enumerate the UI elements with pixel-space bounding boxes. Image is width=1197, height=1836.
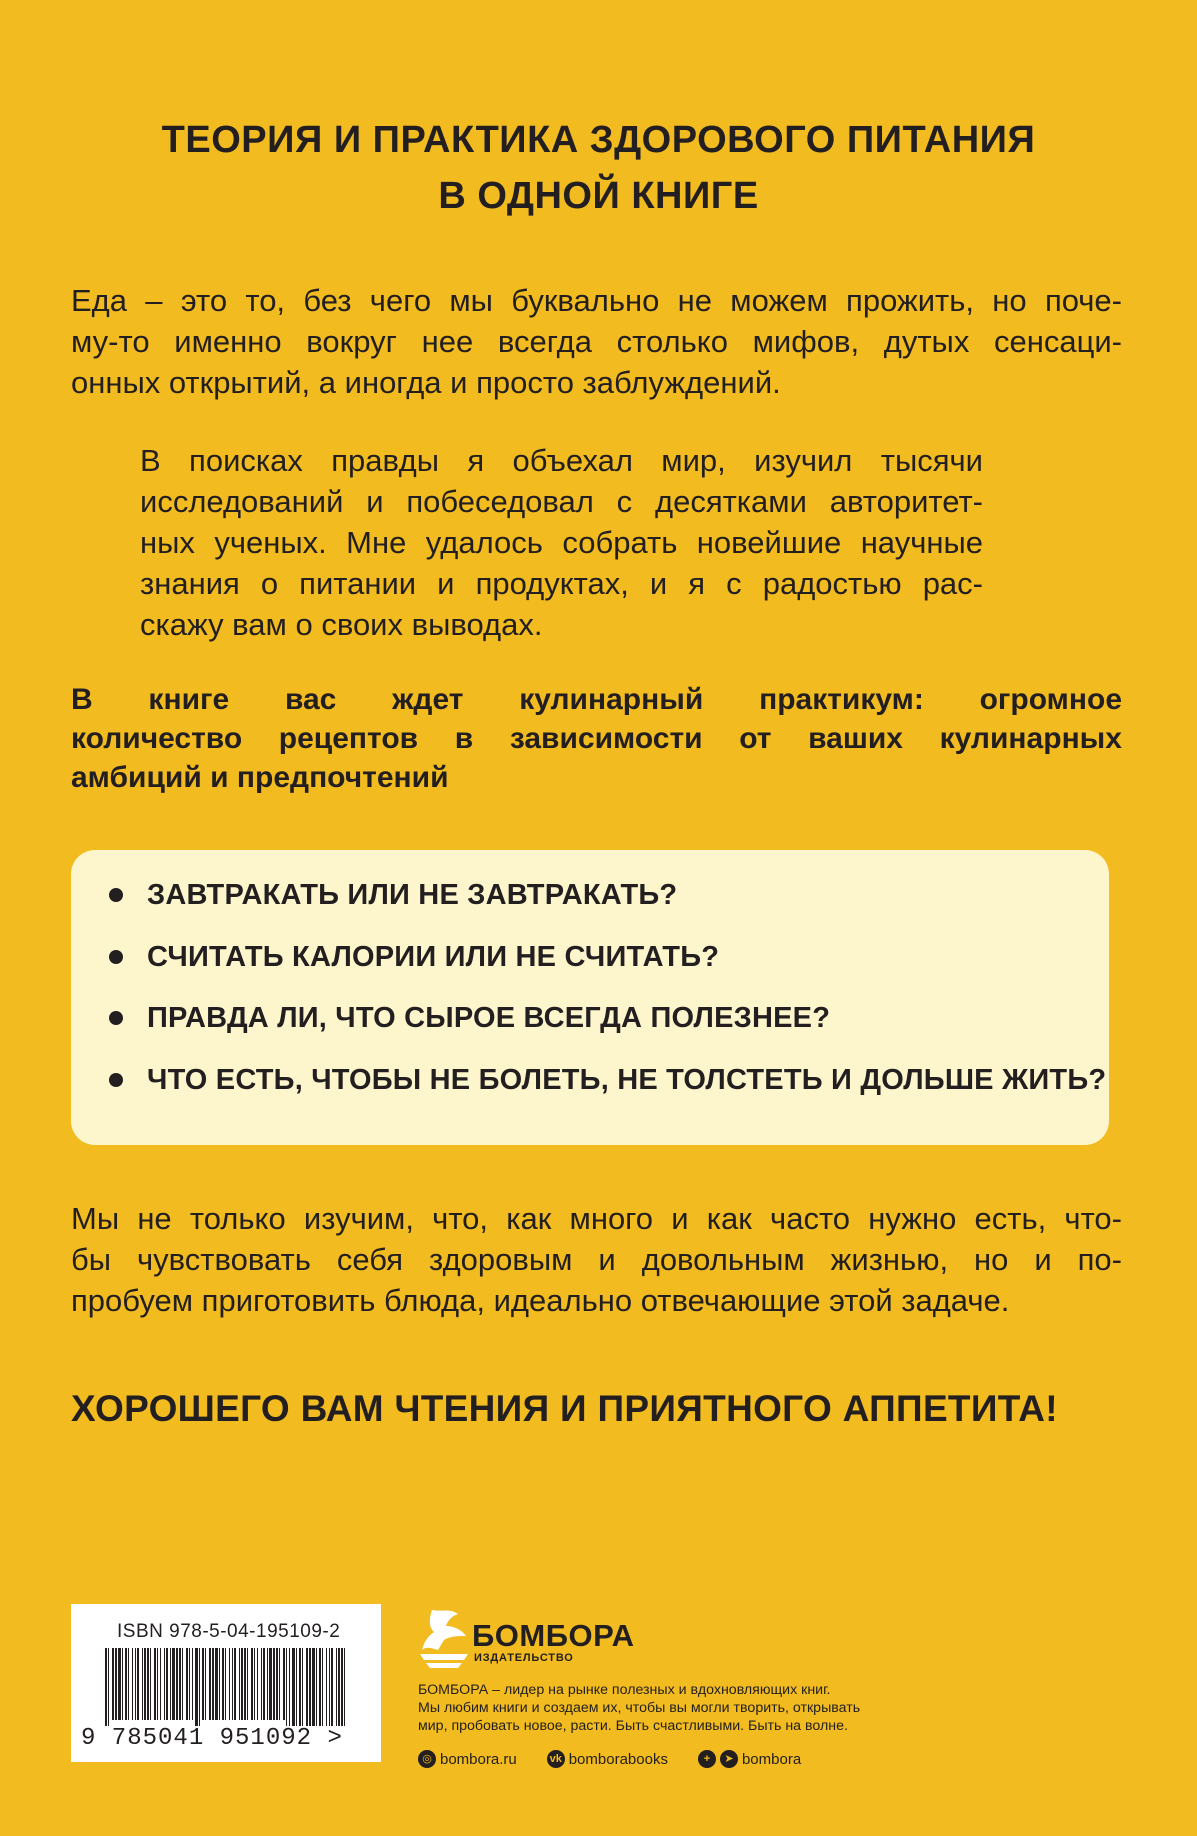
bullet-icon xyxy=(109,1011,123,1025)
barcode-bar xyxy=(241,1648,243,1720)
text-line: количество рецептов в зависимости от ваших кулинарных xyxy=(71,722,1122,755)
barcode-bar xyxy=(186,1648,188,1720)
barcode-bar xyxy=(225,1648,226,1720)
barcode-bar xyxy=(128,1648,129,1720)
barcode-bar xyxy=(289,1648,290,1726)
publisher-logo-sub: ИЗДАТЕЛЬСТВО xyxy=(474,1652,574,1664)
barcode-bar xyxy=(205,1648,206,1720)
text-line: пробуем приготовить блюда, идеально отвечающие этой задаче. xyxy=(71,1283,1010,1318)
barcode-bar xyxy=(336,1648,337,1726)
barcode-bar xyxy=(150,1648,151,1720)
outro-paragraph xyxy=(71,1198,1122,1321)
barcode-bar xyxy=(326,1648,327,1726)
question-text: СЧИТАТЬ КАЛОРИИ ИЛИ НЕ СЧИТАТЬ? xyxy=(147,940,720,973)
barcode-bar xyxy=(118,1648,121,1720)
text-line: знания о питании и продуктах, и я с радостью рас- xyxy=(140,566,983,601)
barcode-bar xyxy=(276,1648,278,1720)
barcode-bar xyxy=(112,1648,114,1720)
text-line: Мы не только изучим, что, как много и как часто нужно есть, что- xyxy=(71,1201,1122,1236)
barcode-bar xyxy=(154,1648,156,1720)
barcode-bar xyxy=(239,1648,240,1720)
publisher-logo-name: БОМБОРА xyxy=(472,1618,635,1653)
barcode-bar xyxy=(105,1648,107,1726)
barcode-bar xyxy=(292,1648,295,1726)
barcode-bar xyxy=(261,1648,262,1720)
barcode-bar xyxy=(115,1648,117,1720)
social-telegram-label: bombora xyxy=(741,1750,802,1768)
text-line: исследований и побеседовал с десятками авторитет- xyxy=(140,484,983,519)
barcode-bar xyxy=(179,1648,181,1720)
questions-list xyxy=(71,850,1109,1095)
barcode-bar xyxy=(312,1648,315,1726)
barcode-bar xyxy=(108,1648,109,1726)
barcode-bar xyxy=(257,1648,258,1720)
barcode-bar xyxy=(192,1648,193,1720)
barcode-bar xyxy=(147,1648,149,1720)
barcode-bar xyxy=(316,1648,317,1726)
barcode-bar xyxy=(329,1648,330,1726)
globe-icon: ◎ xyxy=(418,1750,436,1768)
barcode-bar xyxy=(232,1648,233,1720)
barcode-bar xyxy=(122,1648,123,1720)
barcode-bar xyxy=(273,1648,275,1720)
barcode-bar xyxy=(279,1648,280,1720)
barcode-bar xyxy=(164,1648,165,1720)
barcode-bar xyxy=(199,1648,200,1726)
bombora-logo-icon xyxy=(418,1606,470,1670)
barcode-bar xyxy=(283,1648,285,1720)
barcode-bar xyxy=(189,1648,190,1720)
barcode-bar xyxy=(286,1648,287,1726)
question-item xyxy=(109,1003,1109,1033)
barcode-bar xyxy=(132,1648,133,1720)
telegram-icon: ➤ xyxy=(720,1750,738,1768)
barcode-bar xyxy=(247,1648,248,1720)
social-telegram[interactable] xyxy=(698,1750,801,1768)
plus-icon: + xyxy=(698,1750,716,1768)
bullet-icon xyxy=(109,888,123,902)
vk-icon: vk xyxy=(547,1750,565,1768)
barcode-bar xyxy=(215,1648,218,1720)
highlight-paragraph xyxy=(71,680,1122,797)
barcode-bar xyxy=(212,1648,214,1720)
social-vk[interactable] xyxy=(547,1750,668,1768)
text-line: амбиций и предпочтений xyxy=(71,761,449,794)
question-text: ЧТО ЕСТЬ, ЧТОБЫ НЕ БОЛЕТЬ, НЕ ТОЛСТЕТЬ И ДОЛЬШЕ ЖИТЬ? xyxy=(147,1063,1107,1096)
barcode-bar xyxy=(219,1648,220,1720)
text-line: Мы любим книги и создаем их, чтобы вы могли творить, открывать xyxy=(418,1700,861,1716)
barcode-bar xyxy=(157,1648,158,1720)
text-line: скажу вам о своих выводах. xyxy=(140,607,543,642)
social-site[interactable] xyxy=(418,1750,517,1768)
barcode-bar xyxy=(144,1648,146,1720)
barcode-bar xyxy=(267,1648,268,1720)
barcode-bar xyxy=(244,1648,246,1720)
bullet-icon xyxy=(109,950,123,964)
barcode-bar xyxy=(125,1648,127,1720)
question-text: ПРАВДА ЛИ, ЧТО СЫРОЕ ВСЕГДА ПОЛЕЗНЕЕ? xyxy=(147,1002,831,1034)
barcode-bar xyxy=(269,1648,272,1720)
heading-line-2: В ОДНОЙ КНИГЕ xyxy=(438,175,759,217)
barcode-bar xyxy=(263,1648,265,1720)
text-line: Еда – это то, без чего мы буквально не можем прожить, но поче- xyxy=(71,283,1122,318)
text-line: В книге вас ждет кулинарный практикум: огромное xyxy=(71,683,1122,716)
barcode-bar xyxy=(296,1648,297,1726)
social-vk-label: bomborabooks xyxy=(568,1750,668,1768)
barcode-bar xyxy=(160,1648,161,1720)
intro-paragraph xyxy=(71,280,1122,403)
text-line: бы чувствовать себя здоровым и довольным жизнью, но и по- xyxy=(71,1242,1122,1277)
isbn-barcode-box xyxy=(71,1604,381,1762)
barcode-bar xyxy=(322,1648,323,1726)
publisher-socials xyxy=(418,1748,831,1770)
barcode-bar xyxy=(306,1648,308,1726)
barcode-bar xyxy=(331,1648,333,1726)
barcode-bar xyxy=(195,1648,198,1726)
text-line: ных ученых. Мне удалось собрать новейшие научные xyxy=(140,525,983,560)
publisher-description xyxy=(418,1681,978,1735)
question-text: ЗАВТРАКАТЬ ИЛИ НЕ ЗАВТРАКАТЬ? xyxy=(147,879,678,911)
isbn-label: ISBN 978-5-04-195109-2 xyxy=(117,1621,341,1642)
text-line: БОМБОРА – лидер на рынке полезных и вдохновляющих книг. xyxy=(418,1682,831,1698)
questions-box xyxy=(71,850,1109,1145)
bullet-icon xyxy=(109,1073,123,1087)
isbn-digits: 9 785041 951092 > xyxy=(81,1725,343,1752)
barcode-bar xyxy=(319,1648,321,1726)
text-line: му-то именно вокруг нее всегда столько мифов, дутых сенсаци- xyxy=(71,324,1122,359)
barcode-bar xyxy=(176,1648,178,1720)
barcode-bar xyxy=(142,1648,143,1720)
barcode-bar xyxy=(344,1648,345,1726)
barcode-bar xyxy=(254,1648,255,1720)
question-item xyxy=(109,1065,1109,1095)
barcode-bar xyxy=(302,1648,303,1726)
barcode-icon xyxy=(101,1648,351,1726)
barcode-bar xyxy=(341,1648,343,1726)
social-site-label: bombora.ru xyxy=(440,1750,517,1768)
barcode-bar xyxy=(182,1648,183,1720)
barcode-bar xyxy=(135,1648,136,1720)
barcode-bar xyxy=(170,1648,171,1720)
text-line: онных открытий, а иногда и просто заблуждений. xyxy=(71,365,781,400)
barcode-bar xyxy=(222,1648,224,1720)
barcode-bar xyxy=(299,1648,301,1726)
barcode-bar xyxy=(209,1648,211,1720)
barcode-bar xyxy=(309,1648,311,1726)
barcode-bar xyxy=(137,1648,139,1720)
text-line: мир, пробовать новое, расти. Быть счастливыми. Быть на волне. xyxy=(418,1718,848,1734)
barcode-bar xyxy=(229,1648,230,1720)
barcode-bar xyxy=(338,1648,340,1726)
barcode-bar xyxy=(172,1648,175,1720)
question-item xyxy=(109,880,1109,910)
text-line: В поисках правды я объехал мир, изучил тысячи xyxy=(140,443,983,478)
author-paragraph xyxy=(140,440,983,645)
barcode-bar xyxy=(234,1648,236,1720)
question-item xyxy=(109,942,1109,972)
barcode-bar xyxy=(166,1648,168,1720)
barcode-bar xyxy=(251,1648,253,1720)
closing-slogan: ХОРОШЕГО ВАМ ЧТЕНИЯ И ПРИЯТНОГО АППЕТИТА! xyxy=(71,1388,1058,1429)
cover-heading xyxy=(0,112,1197,224)
heading-line-1: ТЕОРИЯ И ПРАКТИКА ЗДОРОВОГО ПИТАНИЯ xyxy=(161,119,1036,161)
barcode-bar xyxy=(202,1648,204,1720)
